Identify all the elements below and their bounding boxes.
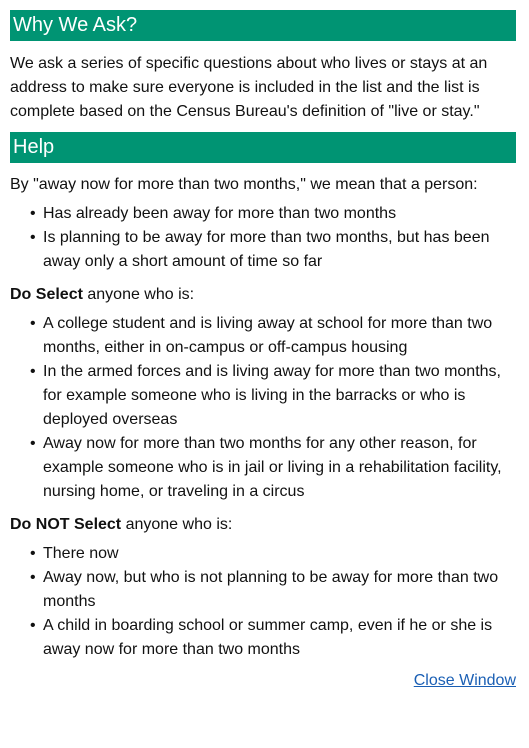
do-select-list xyxy=(10,312,516,504)
intro-list xyxy=(10,202,516,274)
why-we-ask-text: We ask a series of specific questions about who lives or stays at an address to make sure everyone is included in the list and the list is complete based on the Census Bureau's definition of "live or stay." xyxy=(10,55,488,120)
list-item: • Away now for more than two months for any other reason, for example someone who is in jail or living in a rehabilitation facility, nursing home, or traveling in a circus xyxy=(10,432,516,504)
why-we-ask-header: Why We Ask? xyxy=(10,10,516,41)
do-not-select-bold: Do NOT Select xyxy=(10,516,122,533)
list-item: • Has already been away for more than two months xyxy=(10,202,516,226)
list-item: • Away now, but who is not planning to be away for more than two months xyxy=(10,566,516,614)
help-header: Help xyxy=(10,132,516,163)
do-not-select-list xyxy=(10,542,516,662)
close-row xyxy=(10,669,516,693)
do-not-select-label xyxy=(10,513,516,537)
do-select-label xyxy=(10,283,516,307)
help-window xyxy=(10,0,516,693)
list-item: • Is planning to be away for more than two months, but has been away only a short amount of time so far xyxy=(10,226,516,274)
help-intro: By "away now for more than two months," we mean that a person: xyxy=(10,176,478,193)
list-item: • A college student and is living away at school for more than two months, either in on-campus or off-campus housing xyxy=(10,312,516,360)
list-item: • A child in boarding school or summer camp, even if he or she is away now for more than two months xyxy=(10,614,516,662)
close-window-link[interactable]: Close Window xyxy=(413,672,516,689)
do-select-rest: anyone who is: xyxy=(82,286,195,303)
do-select-bold: Do Select xyxy=(10,286,83,303)
list-item: • In the armed forces and is living away for more than two months, for example someone who is living in the barracks or who is deployed overseas xyxy=(10,360,516,432)
list-item: • There now xyxy=(10,542,516,566)
do-not-select-rest: anyone who is: xyxy=(121,516,233,533)
